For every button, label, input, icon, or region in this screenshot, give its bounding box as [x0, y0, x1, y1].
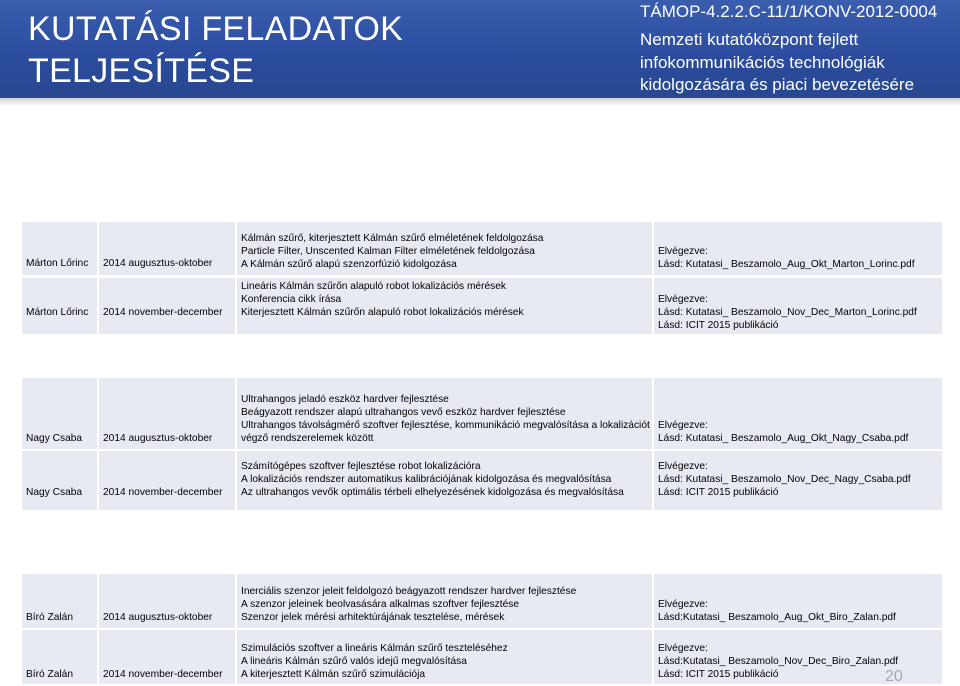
period-cell: [99, 222, 235, 275]
task-line: Számítógépes szoftver fejlesztése robot lokalizációra: [241, 461, 481, 472]
name-text: Bíró Zalán: [26, 669, 73, 680]
period-cell: [99, 574, 235, 628]
period-text: 2014 november-december: [103, 487, 223, 498]
tasks-cell: [237, 278, 652, 334]
status-cell: [654, 278, 942, 334]
name-cell: [22, 630, 97, 684]
name-text: Nagy Csaba: [26, 433, 83, 444]
banner-shadow: [0, 98, 960, 106]
project-description: [640, 29, 937, 97]
publication-line: Lásd: ICIT 2015 publikáció: [658, 669, 779, 680]
publication-line: Lásd: ICIT 2015 publikáció: [658, 487, 779, 498]
report-link: Lásd:Kutatasi_ Beszamolo_Nov_Dec_Biro_Zalan.pdf: [658, 656, 899, 667]
name-cell: [22, 222, 97, 275]
tasks-cell: [237, 574, 652, 628]
tasks-cell: [237, 222, 652, 275]
name-text: Márton Lőrinc: [26, 258, 89, 269]
status-cell: [654, 451, 942, 510]
status-line: Elvégezve:: [658, 294, 708, 305]
status-line: Elvégezve:: [658, 246, 708, 257]
task-line: Ultrahangos jeladó eszköz hardver fejlesztése: [241, 394, 449, 405]
tasks-cell: [237, 451, 652, 510]
project-description-line-3: kidolgozására és piaci bevezetésére: [640, 75, 915, 94]
task-line: A Kálmán szűrő alapú szenzorfúzió kidolgozása: [241, 259, 457, 270]
task-line: Kálmán szűrő, kiterjesztett Kálmán szűrő elméletének feldolgozása: [241, 233, 544, 244]
period-cell: [99, 451, 235, 510]
task-line: Az ultrahangos vevők optimális térbeli elhelyezésének kidolgozása és megvalósítása: [241, 487, 624, 498]
name-cell: [22, 378, 97, 449]
table-row: [22, 378, 942, 449]
task-line: Kiterjesztett Kálmán szűrőn alapuló robot lokalizációs mérések: [241, 307, 524, 318]
page-number: 20: [885, 668, 903, 685]
task-line: Particle Filter, Unscented Kalman Filter elméletének feldolgozása: [241, 246, 535, 257]
period-cell: [99, 378, 235, 449]
name-cell: [22, 278, 97, 334]
task-line: A szenzor jeleinek beolvasására alkalmas szoftver fejlesztése: [241, 599, 520, 610]
table-row: [22, 451, 942, 510]
task-line: Szenzor jelek mérési arhitektúrájának tesztelése, mérések: [241, 612, 505, 623]
task-line: Szimulációs szoftver a lineáris Kálmán szűrő teszteléséhez: [241, 643, 508, 654]
tasks-cell: [237, 630, 652, 684]
project-info: [640, 0, 937, 97]
table-row: [22, 278, 942, 334]
title-banner: [0, 0, 960, 98]
task-line: Beágyazott rendszer alapú ultrahangos vevő eszköz hardver fejlesztése: [241, 407, 566, 418]
report-link: Lásd: Kutatasi_ Beszamolo_Nov_Dec_Marton_Lorinc.pdf: [658, 307, 917, 318]
task-line: A kiterjesztett Kálmán szűrő szimulációja: [241, 669, 426, 680]
project-description-line-1: Nemzeti kutatóközpont fejlett: [640, 30, 859, 49]
table-row: [22, 222, 942, 275]
status-line: Elvégezve:: [658, 599, 708, 610]
name-cell: [22, 451, 97, 510]
project-description-line-2: infokommunikációs technológiák: [640, 52, 885, 72]
report-link: Lásd:Kutatasi_ Beszamolo_Aug_Okt_Biro_Zalan.pdf: [658, 612, 896, 623]
name-text: Nagy Csaba: [26, 487, 83, 498]
status-line: Elvégezve:: [658, 461, 708, 472]
table-row: [22, 630, 942, 684]
task-line: Ultrahangos távolságmérő szoftver fejlesztése, kommunikáció megvalósítása a lokalizációt: [241, 420, 650, 431]
slide-title-line-1: KUTATÁSI FELADATOK: [28, 10, 404, 48]
status-cell: [654, 378, 942, 449]
task-line: végző rendszerelemek között: [241, 433, 374, 444]
status-cell: [654, 222, 942, 275]
tasks-cell: [237, 378, 652, 449]
report-link: Lásd: Kutatasi_ Beszamolo_Nov_Dec_Nagy_Csaba.pdf: [658, 474, 911, 485]
period-text: 2014 november-december: [103, 669, 223, 680]
period-text: 2014 augusztus-oktober: [103, 433, 213, 444]
report-link: Lásd: Kutatasi_ Beszamolo_Aug_Okt_Marton_Lorinc.pdf: [658, 259, 915, 270]
report-link: Lásd: Kutatasi_ Beszamolo_Aug_Okt_Nagy_Csaba.pdf: [658, 433, 909, 444]
status-cell: [654, 574, 942, 628]
status-line: Elvégezve:: [658, 643, 708, 654]
name-cell: [22, 574, 97, 628]
slide-title: [28, 8, 403, 92]
publication-line: Lásd: ICIT 2015 publikáció: [658, 320, 779, 331]
project-code: TÁMOP-4.2.2.C-11/1/KONV-2012-0004: [640, 2, 938, 21]
period-text: 2014 augusztus-oktober: [103, 612, 213, 623]
task-line: Konferencia cikk írása: [241, 294, 342, 305]
period-text: 2014 november-december: [103, 307, 223, 318]
task-line: A lokalizációs rendszer automatikus kalibrációjának kidolgozása és megvalósítása: [241, 474, 612, 485]
name-text: Bíró Zalán: [26, 612, 73, 623]
status-line: Elvégezve:: [658, 420, 708, 431]
task-line: Lineáris Kálmán szűrőn alapuló robot lokalizációs mérések: [241, 281, 507, 292]
period-cell: [99, 630, 235, 684]
slide-title-line-2: TELJESÍTÉSE: [28, 52, 255, 90]
period-text: 2014 augusztus-oktober: [103, 258, 213, 269]
task-line: A lineáris Kálmán szűrő valós idejű megvalósítása: [241, 656, 467, 667]
name-text: Márton Lőrinc: [26, 307, 89, 318]
task-line: Inerciális szenzor jeleit feldolgozó beágyazott rendszer hardver fejlesztése: [241, 586, 577, 597]
period-cell: [99, 278, 235, 334]
table-row: [22, 574, 942, 628]
